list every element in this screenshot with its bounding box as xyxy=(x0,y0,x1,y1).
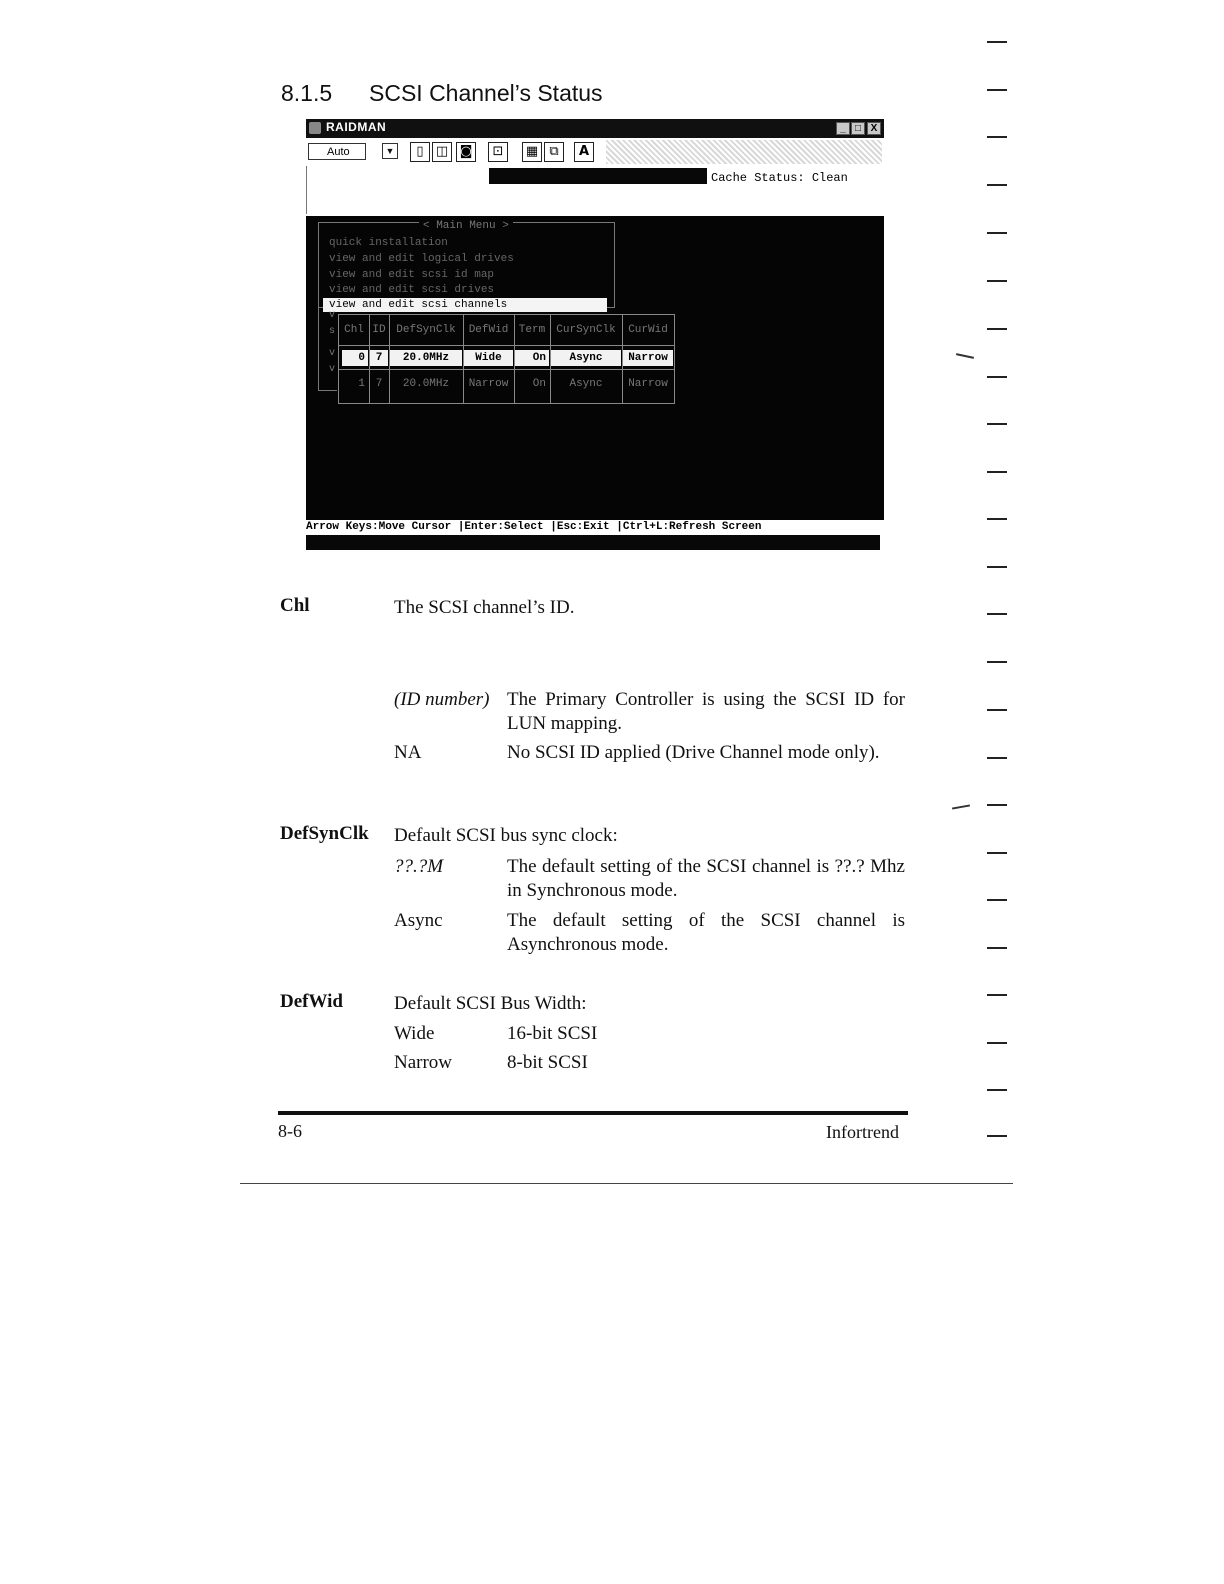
table-row-cell[interactable]: Async xyxy=(569,378,603,390)
margin-mark xyxy=(987,423,1007,425)
menu-item-quick-installation[interactable]: quick installation xyxy=(329,237,448,249)
menu-item-scsi-channels[interactable]: view and edit scsi channels xyxy=(323,298,607,312)
maximize-button[interactable]: □ xyxy=(851,122,865,135)
margin-mark xyxy=(987,947,1007,949)
disk-icon[interactable]: ◙ xyxy=(456,142,476,162)
margin-mark xyxy=(956,353,974,359)
col-header-defwid: DefWid xyxy=(468,324,509,336)
tile-icon[interactable]: ⧉ xyxy=(544,142,564,162)
term-chl: Chl xyxy=(280,595,310,616)
table-row-cell[interactable]: On xyxy=(515,350,549,366)
defsynclk-description: Default SCSI bus sync clock: xyxy=(394,825,618,846)
section-number: 8.1.5 xyxy=(281,80,333,106)
margin-mark xyxy=(987,518,1007,520)
table-row-cell[interactable]: 1 xyxy=(358,378,365,390)
bottom-bar xyxy=(306,535,880,550)
menu-item-scsi-id-map[interactable]: view and edit scsi id map xyxy=(329,269,495,281)
table-row-cell[interactable]: 0 xyxy=(342,350,368,366)
margin-mark xyxy=(987,184,1007,186)
id-number-label: (ID number) xyxy=(394,689,490,710)
window-titlebar xyxy=(306,119,884,138)
controller-icon[interactable]: ◫ xyxy=(432,142,452,162)
menu-item-scsi-drives[interactable]: view and edit scsi drives xyxy=(329,284,495,296)
chl-description: The SCSI channel’s ID. xyxy=(394,597,575,618)
main-menu-title: < Main Menu > xyxy=(419,220,513,232)
section-heading xyxy=(281,80,603,107)
channel-table xyxy=(338,314,675,404)
table-row-cell[interactable]: 20.0MHz xyxy=(402,378,450,390)
section-title: SCSI Channel’s Status xyxy=(369,80,603,106)
margin-mark xyxy=(987,1135,1007,1137)
table-row-cell[interactable]: Narrow xyxy=(468,378,509,390)
narrow-description: 8-bit SCSI xyxy=(507,1052,588,1073)
table-row-cell[interactable]: On xyxy=(532,378,546,390)
col-header-term: Term xyxy=(518,324,546,336)
wide-description: 16-bit SCSI xyxy=(507,1023,598,1044)
margin-mark xyxy=(987,709,1007,711)
term-defsynclk: DefSynClk xyxy=(280,823,369,844)
margin-mark xyxy=(987,757,1007,759)
submenu-mark: v xyxy=(329,364,336,375)
margin-mark xyxy=(987,41,1007,43)
margin-mark xyxy=(987,376,1007,378)
app-icon xyxy=(309,122,321,134)
table-row-cell[interactable]: 20.0MHz xyxy=(390,350,462,366)
defwid-description: Default SCSI Bus Width: xyxy=(394,993,587,1014)
page-number: 8-6 xyxy=(278,1121,302,1141)
window-title: RAIDMAN xyxy=(326,120,387,134)
footer-brand: Infortrend xyxy=(826,1122,899,1142)
submenu-marks xyxy=(318,308,337,391)
margin-mark xyxy=(987,471,1007,473)
margin-mark xyxy=(987,804,1007,806)
status-strip xyxy=(306,166,884,214)
async-description: The default setting of the SCSI channel is Asynchronous mode. xyxy=(507,910,905,955)
font-icon[interactable]: A xyxy=(574,142,594,162)
status-black-bar xyxy=(489,168,707,184)
col-header-curwid: CurWid xyxy=(628,324,668,336)
toolbar xyxy=(306,138,884,167)
id-number-description: The Primary Controller is using the SCSI ID for LUN mapping. xyxy=(507,689,905,734)
margin-mark xyxy=(987,89,1007,91)
margin-mark xyxy=(987,1042,1007,1044)
col-header-cursynclk: CurSynClk xyxy=(556,324,616,336)
margin-mark xyxy=(987,613,1007,615)
network-icon[interactable]: ▦ xyxy=(522,142,542,162)
margin-mark xyxy=(952,804,970,809)
table-row-cell[interactable]: 7 xyxy=(370,350,388,366)
mode-select[interactable]: Auto xyxy=(308,143,366,160)
margin-mark xyxy=(987,661,1007,663)
na-description: No SCSI ID applied (Drive Channel mode only). xyxy=(507,742,880,763)
margin-mark xyxy=(987,232,1007,234)
close-button[interactable]: X xyxy=(867,122,881,135)
menu-item-logical-drives[interactable]: view and edit logical drives xyxy=(329,253,514,265)
term-defwid: DefWid xyxy=(280,991,343,1012)
raidman-screenshot xyxy=(306,119,884,551)
key-help-bar: Arrow Keys:Move Cursor |Enter:Select |Esc:Exit |Ctrl+L:Refresh Screen xyxy=(306,520,884,535)
expand-icon[interactable]: ⊡ xyxy=(488,142,508,162)
cache-status: Cache Status: Clean xyxy=(711,171,848,185)
margin-mark xyxy=(987,994,1007,996)
submenu-mark: s xyxy=(329,326,336,337)
async-label: Async xyxy=(394,910,443,931)
submenu-mark: v xyxy=(329,310,336,321)
minimize-button[interactable]: _ xyxy=(836,122,850,135)
margin-mark xyxy=(987,852,1007,854)
col-header-defsynclk: DefSynClk xyxy=(396,324,456,336)
table-row-cell[interactable]: Narrow xyxy=(623,350,673,366)
toolbar-background xyxy=(606,140,882,164)
margin-mark xyxy=(987,136,1007,138)
margin-mark xyxy=(987,566,1007,568)
table-row-cell[interactable]: 7 xyxy=(375,378,383,390)
document-icon[interactable]: ▯ xyxy=(410,142,430,162)
terminal-screen xyxy=(306,216,884,520)
col-header-chl: Chl xyxy=(344,324,364,336)
na-label: NA xyxy=(394,742,422,763)
table-row-cell[interactable]: Narrow xyxy=(628,378,668,390)
margin-mark xyxy=(987,1089,1007,1091)
sync-label: ??.?M xyxy=(394,856,444,877)
narrow-label: Narrow xyxy=(394,1052,453,1073)
margin-mark xyxy=(987,280,1007,282)
sync-description: The default setting of the SCSI channel is ??.? Mhz in Synchronous mode. xyxy=(507,856,905,901)
chevron-down-icon[interactable]: ▼ xyxy=(382,143,398,159)
table-row-cell[interactable]: Wide xyxy=(464,350,513,366)
margin-mark xyxy=(987,328,1007,330)
table-row-cell[interactable]: Async xyxy=(551,350,621,366)
footer-rule xyxy=(278,1111,908,1115)
margin-mark xyxy=(987,899,1007,901)
main-menu xyxy=(318,220,615,311)
page-edge-line xyxy=(240,1183,1013,1184)
col-header-id: ID xyxy=(372,324,386,336)
wide-label: Wide xyxy=(394,1023,435,1044)
submenu-mark: v xyxy=(329,348,336,359)
